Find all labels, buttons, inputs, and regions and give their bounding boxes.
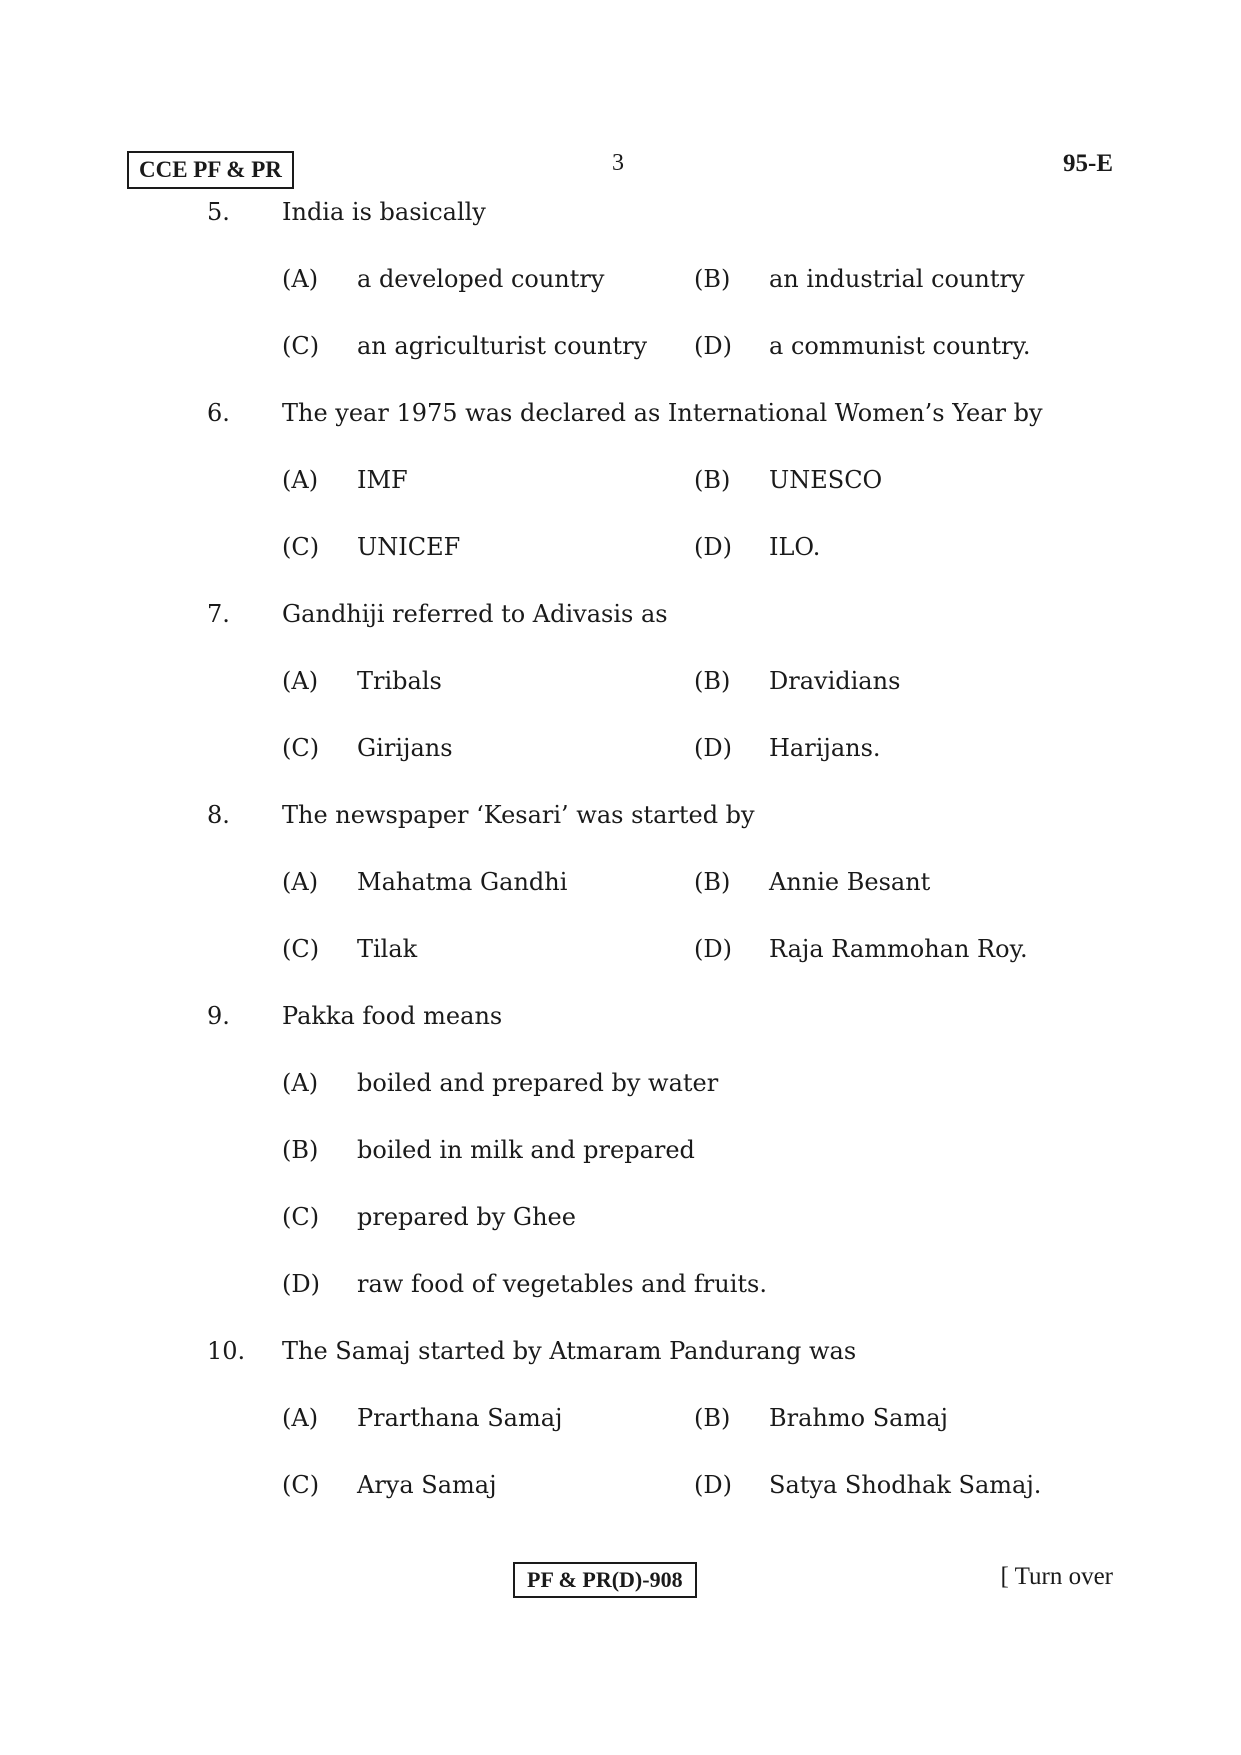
option-label: (D) [694, 1471, 732, 1499]
option-label: (C) [282, 734, 320, 762]
option-label: (A) [282, 667, 319, 695]
option-text: Satya Shodhak Samaj. [769, 1471, 1042, 1499]
question-text: The year 1975 was declared as International Women’s Year by [282, 399, 1043, 427]
option-text: Girijans [357, 734, 453, 762]
turn-over-note: [ Turn over [1000, 1563, 1113, 1590]
option-label: (C) [282, 935, 320, 963]
option-label: (B) [694, 466, 731, 494]
question-number: 10. [207, 1337, 246, 1365]
option-text: boiled and prepared by water [357, 1069, 719, 1097]
option-text: prepared by Ghee [357, 1203, 576, 1231]
option-text: an industrial country [769, 265, 1025, 293]
option-label: (A) [282, 1069, 319, 1097]
option-label: (A) [282, 265, 319, 293]
footer-paper-code: PF & PR(D)-908 [513, 1562, 697, 1598]
option-text: an agriculturist country [357, 332, 648, 360]
option-label: (C) [282, 533, 320, 561]
option-label: (A) [282, 1404, 319, 1432]
question-text: India is basically [282, 198, 486, 226]
option-label: (D) [694, 533, 732, 561]
question-text: Pakka food means [282, 1002, 503, 1030]
option-text: ILO. [769, 533, 821, 561]
page-number: 3 [612, 150, 624, 176]
option-label: (D) [694, 935, 732, 963]
option-label: (B) [282, 1136, 319, 1164]
option-label: (B) [694, 265, 731, 293]
option-text: Tilak [357, 935, 418, 963]
question-number: 8. [207, 801, 230, 829]
option-label: (D) [282, 1270, 320, 1298]
option-label: (A) [282, 466, 319, 494]
option-text: a communist country. [769, 332, 1031, 360]
option-text: Arya Samaj [357, 1471, 497, 1499]
option-label: (C) [282, 1471, 320, 1499]
header-paper-code: 95-E [1063, 150, 1113, 177]
question-text: Gandhiji referred to Adivasis as [282, 600, 668, 628]
question-number: 6. [207, 399, 230, 427]
option-text: Annie Besant [769, 868, 931, 896]
question-number: 5. [207, 198, 230, 226]
option-label: (C) [282, 332, 320, 360]
option-label: (C) [282, 1203, 320, 1231]
option-label: (B) [694, 667, 731, 695]
question-text: The newspaper ‘Kesari’ was started by [282, 801, 755, 829]
option-label: (D) [694, 332, 732, 360]
option-text: IMF [357, 466, 408, 494]
option-text: UNICEF [357, 533, 461, 561]
option-label: (A) [282, 868, 319, 896]
option-label: (B) [694, 1404, 731, 1432]
option-text: Brahmo Samaj [769, 1404, 948, 1432]
option-text: raw food of vegetables and fruits. [357, 1270, 767, 1298]
header-subject-code: CCE PF & PR [127, 151, 294, 189]
option-text: Dravidians [769, 667, 901, 695]
question-text: The Samaj started by Atmaram Pandurang was [282, 1337, 857, 1365]
option-text: Mahatma Gandhi [357, 868, 568, 896]
option-text: boiled in milk and prepared [357, 1136, 695, 1164]
option-label: (D) [694, 734, 732, 762]
question-number: 9. [207, 1002, 230, 1030]
option-text: Raja Rammohan Roy. [769, 935, 1028, 963]
option-text: Prarthana Samaj [357, 1404, 563, 1432]
option-text: UNESCO [769, 466, 883, 494]
option-text: Harijans. [769, 734, 881, 762]
option-text: Tribals [357, 667, 442, 695]
option-label: (B) [694, 868, 731, 896]
option-text: a developed country [357, 265, 605, 293]
question-number: 7. [207, 600, 230, 628]
